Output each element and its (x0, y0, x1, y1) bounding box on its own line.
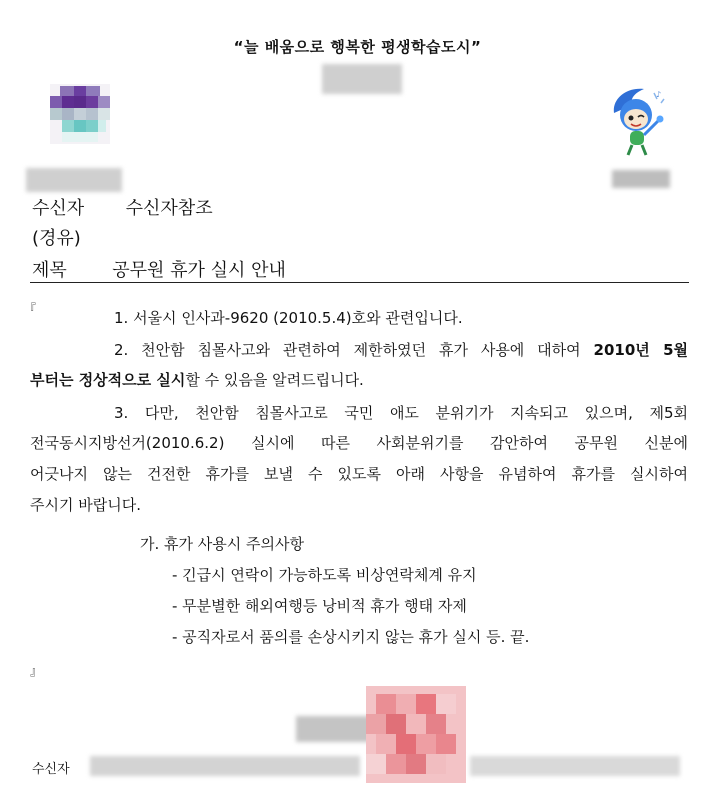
recipient-row (32, 194, 213, 220)
open-bracket: 『 (24, 302, 37, 316)
recipient-value: 수신자참조 (125, 198, 213, 219)
list-item: - 공직자로서 품의를 손상시키지 않는 휴가 실시 등. 끝. (172, 628, 530, 646)
close-bracket: 』 (30, 664, 43, 678)
subject-label: 제목 (32, 260, 67, 281)
list-item: - 무분별한 해외여행등 낭비적 휴가 행태 자제 (172, 597, 467, 615)
paragraph-2-text-b: 할 수 있음을 알려드립니다. (185, 371, 364, 389)
paragraph-3-line-3: 어긋나지 않는 건전한 휴가를 보낼 수 있도록 아래 사항을 유념하여 휴가를 실시하여 (30, 465, 688, 483)
paragraph-3-line-1: 3. 다만, 천안함 침몰사고로 국민 애도 분위기가 지속되고 있으며, 제5회 (114, 404, 688, 422)
city-mascot-icon (606, 85, 676, 157)
recipient-label: 수신자 (32, 198, 85, 219)
subject-value: 공무원 휴가 실시 안내 (112, 260, 286, 281)
paragraph-3-line-2: 전국동시지방선거(2010.6.2) 실시에 따른 사회분위기를 감안하여 공무원 신분에 (30, 434, 688, 452)
paragraph-2-line-1 (30, 339, 688, 360)
paragraph-3-line-4: 주시기 바랍니다. (30, 496, 141, 514)
paragraph-2-bold-text: 부터는 정상적으로 실시 (30, 371, 186, 389)
official-seal-icon (366, 686, 466, 783)
redacted-recipient-list-2 (470, 756, 680, 776)
redacted-date (612, 170, 670, 188)
city-logo-icon (50, 84, 110, 144)
redacted-org-name (322, 64, 402, 94)
redacted-department (26, 168, 122, 192)
redacted-recipient-list (90, 756, 360, 776)
header-divider (30, 282, 689, 283)
paragraph-2-text-a: 2. 천안함 침몰사고와 관련하여 제한하였던 휴가 사용에 대하여 (114, 341, 594, 359)
paragraph-2-bold-date: 2010년 5월 (593, 341, 689, 359)
via-label: (경유) (32, 228, 81, 249)
paragraph-2-line-2 (30, 369, 688, 390)
svg-text:♪: ♪ (656, 90, 662, 99)
paragraph-1: 1. 서울시 인사과-9620 (2010.5.4)호와 관련입니다. (114, 309, 463, 327)
footer-recipient-label: 수신자 (32, 762, 70, 777)
via-row (32, 224, 81, 250)
subject-row (32, 256, 286, 282)
slogan: “늘 배움으로 행복한 평생학습도시” (233, 38, 482, 56)
list-item: - 긴급시 연락이 가능하도록 비상연락체계 유지 (172, 566, 477, 584)
section-title: 가. 휴가 사용시 주의사항 (140, 535, 304, 553)
